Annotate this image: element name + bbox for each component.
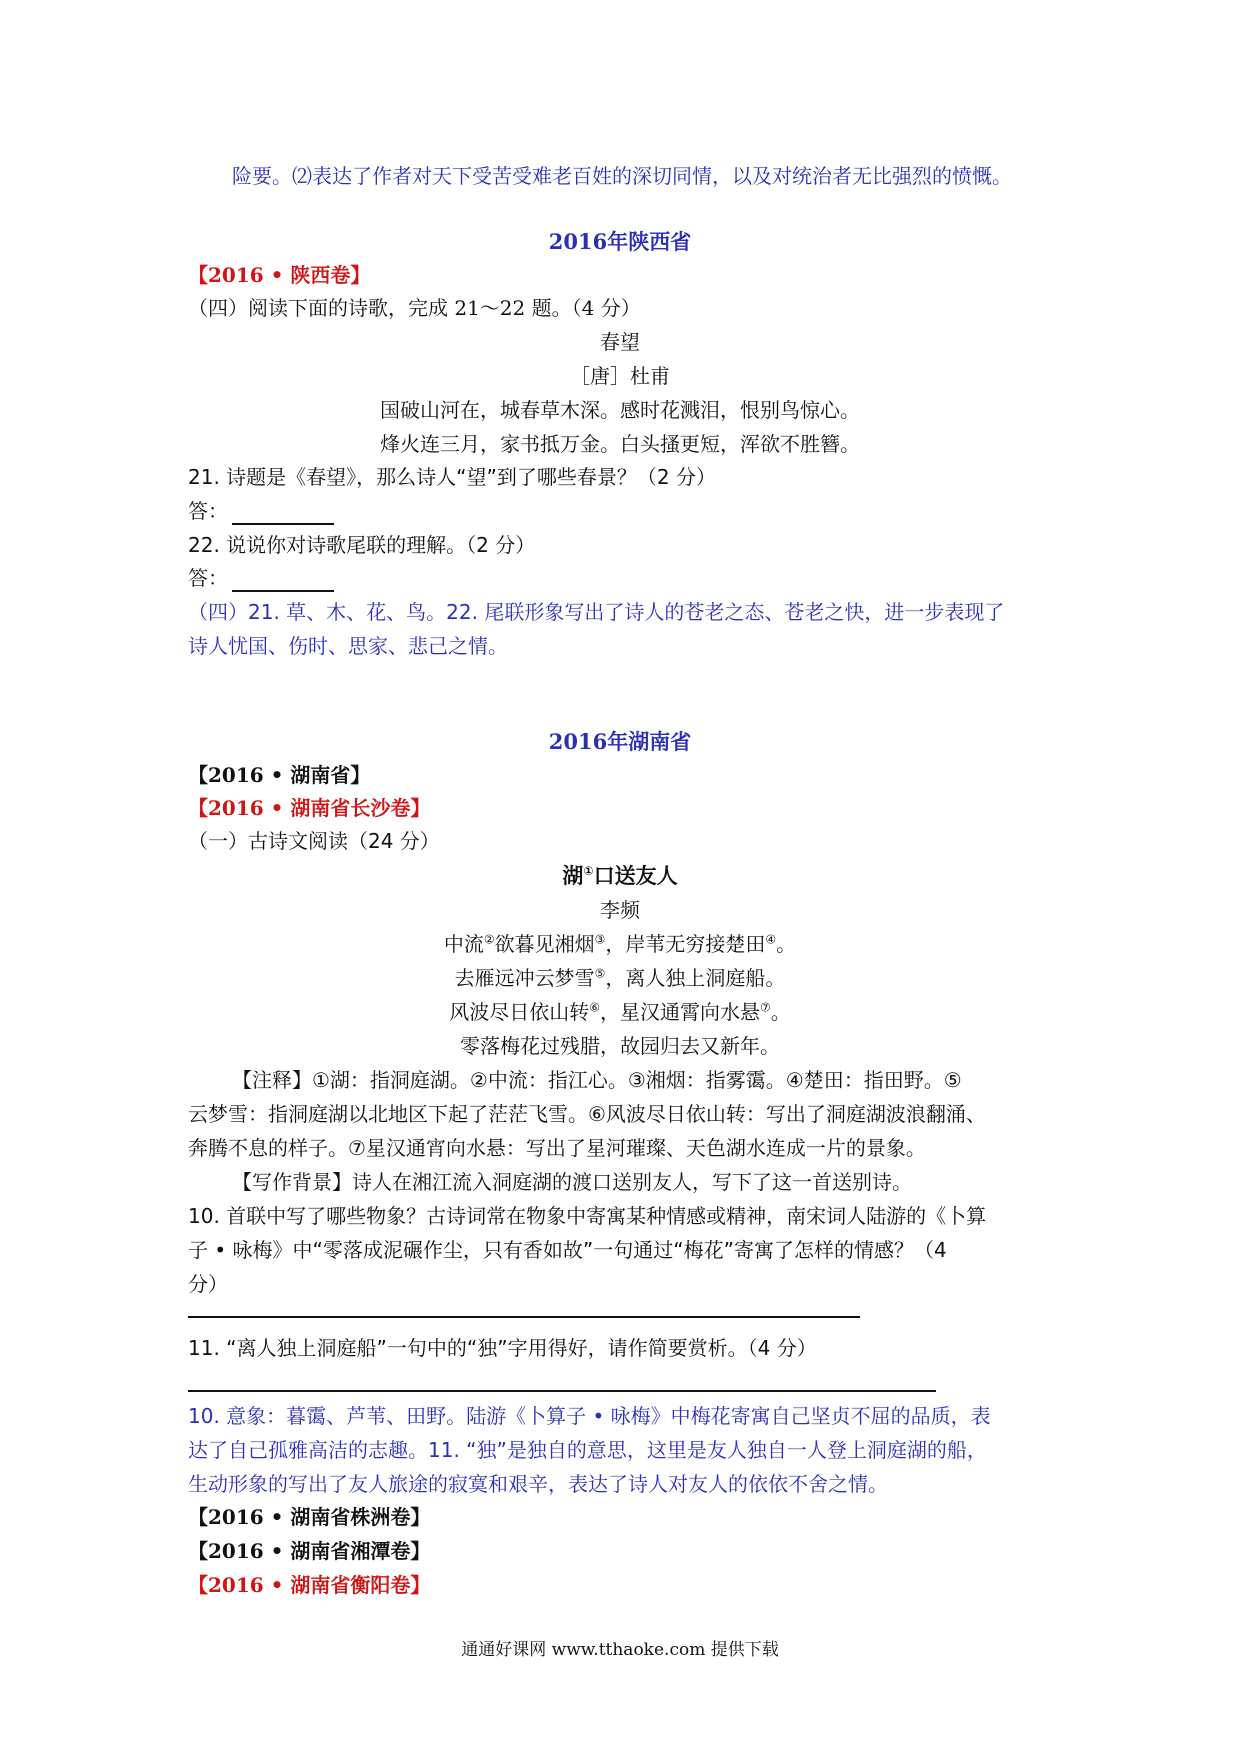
source-tag-changsha: 【2016 • 湖南省长沙卷】 — [188, 796, 431, 820]
source-tag-xiangtan: 【2016 • 湖南省湘潭卷】 — [188, 1539, 431, 1563]
answer-rule — [188, 1390, 936, 1392]
answer-key-line: 达了自己孤雅高洁的志趣。11. “独”是独自的意思，这里是友人独自一人登上洞庭湖的船， — [188, 1438, 987, 1462]
poem-text: 中流 — [443, 932, 484, 956]
poem-title — [0, 862, 1240, 890]
poem-text: ，星汉通霄向水悬 — [600, 1000, 760, 1024]
writing-background: 【写作背景】诗人在湘江流入洞庭湖的渡口送别友人，写下了这一首送别诗。 — [232, 1170, 912, 1194]
answer-line — [188, 497, 334, 525]
answer-key-line: （四）21. 草、木、花、鸟。22. 尾联形象写出了诗人的苍老之态、苍老之快，进一步表现了 — [188, 600, 1005, 624]
poem-line — [0, 964, 1240, 992]
poem-line — [0, 1032, 1240, 1060]
footnote-mark: ③ — [594, 932, 606, 947]
footnote-mark: ② — [483, 932, 495, 947]
notes-line: 云梦雪：指洞庭湖以北地区下起了茫茫飞雪。⑥风波尽日依山转：写出了洞庭湖波浪翻涌、 — [188, 1102, 986, 1126]
question-11: 11. “离人独上洞庭船”一句中的“独”字用得好，请作简要赏析。（4 分） — [188, 1336, 817, 1360]
poem-author: 李频 — [600, 898, 640, 922]
question-10-line: 10. 首联中写了哪些物象？古诗词常在物象中寄寓某种情感或精神，南宋词人陆游的《卜算 — [188, 1204, 987, 1228]
poem-line — [0, 930, 1240, 958]
answer-line — [188, 564, 334, 592]
poem-text: 去雁远冲云梦雪 — [454, 966, 595, 990]
previous-answer-text: 险要。⑵表达了作者对天下受苦受难老百姓的深切同情，以及对统治者无比强烈的愤慨。 — [232, 164, 1012, 188]
poem-text: ，离人独上洞庭船。 — [605, 966, 786, 990]
answer-key-line: 诗人忧国、伤时、思家、悲己之情。 — [188, 634, 508, 658]
poem-author: ［唐］杜甫 — [570, 364, 670, 388]
section-heading-shaanxi: 2016年陕西省 — [548, 229, 692, 254]
poem-title-part: 口送友人 — [593, 864, 678, 888]
poem-line — [0, 998, 1240, 1026]
answer-key-line: 生动形象的写出了友人旅途的寂寞和艰辛，表达了诗人对友人的依依不舍之情。 — [188, 1472, 888, 1496]
poem-title-part: 湖 — [562, 864, 584, 888]
poem-text: 零落梅花过残腊，故园归去又新年。 — [460, 1034, 780, 1058]
answer-blank — [232, 501, 334, 525]
footnote-mark: ⑤ — [594, 966, 606, 981]
source-tag-hengyang: 【2016 • 湖南省衡阳卷】 — [188, 1573, 431, 1597]
footnote-mark: ⑥ — [589, 1000, 600, 1015]
question-10-line: 分） — [188, 1272, 228, 1296]
page-footer: 通通好课网 www.tthaoke.com 提供下载 — [461, 1640, 779, 1660]
notes-line: 【注释】①湖：指洞庭湖。②中流：指江心。③湘烟：指雾霭。④楚田：指田野。⑤ — [232, 1068, 962, 1092]
footnote-mark: ① — [583, 864, 594, 878]
footnote-mark: ④ — [765, 932, 777, 947]
question-intro: （四）阅读下面的诗歌，完成 21～22 题。（4 分） — [188, 296, 641, 320]
poem-text: 。 — [770, 1000, 791, 1024]
poem-text: ，岸苇无穷接楚田 — [605, 932, 766, 956]
source-tag-shaanxi: 【2016 • 陕西卷】 — [188, 263, 371, 287]
notes-line: 奔腾不息的样子。⑦星汉通宵向水悬：写出了星河璀璨、天色湖水连成一片的景象。 — [188, 1136, 926, 1160]
poem-title: 春望 — [600, 330, 640, 354]
poem-text: 欲暮见湘烟 — [494, 932, 595, 956]
source-tag-hunan: 【2016 • 湖南省】 — [188, 763, 371, 787]
answer-label: 答： — [188, 499, 228, 523]
footnote-mark: ⑦ — [760, 1000, 771, 1015]
question-21: 21. 诗题是《春望》，那么诗人“望”到了哪些春景？（2 分） — [188, 465, 716, 489]
question-10-line: 子 • 咏梅》中“零落成泥碾作尘，只有香如故”一句通过“梅花”寄寓了怎样的情感？（4 — [188, 1238, 947, 1262]
poem-text: 。 — [776, 932, 797, 956]
question-22: 22. 说说你对诗歌尾联的理解。（2 分） — [188, 533, 536, 557]
answer-rule — [188, 1316, 860, 1318]
answer-key-line: 10. 意象：暮霭、芦苇、田野。陆游《卜算子 • 咏梅》中梅花寄寓自己坚贞不屈的品质，表 — [188, 1404, 991, 1428]
section-heading-hunan: 2016年湖南省 — [548, 729, 692, 754]
question-intro: （一）古诗文阅读（24 分） — [188, 829, 440, 853]
poem-line: 烽火连三月，家书抵万金。白头搔更短，浑欲不胜簪。 — [380, 432, 860, 456]
poem-text: 风波尽日依山转 — [449, 1000, 590, 1024]
answer-blank — [232, 568, 334, 592]
poem-line: 国破山河在，城春草木深。感时花溅泪，恨别鸟惊心。 — [380, 398, 860, 422]
source-tag-zhuzhou: 【2016 • 湖南省株洲卷】 — [188, 1505, 431, 1529]
answer-label: 答： — [188, 566, 228, 590]
